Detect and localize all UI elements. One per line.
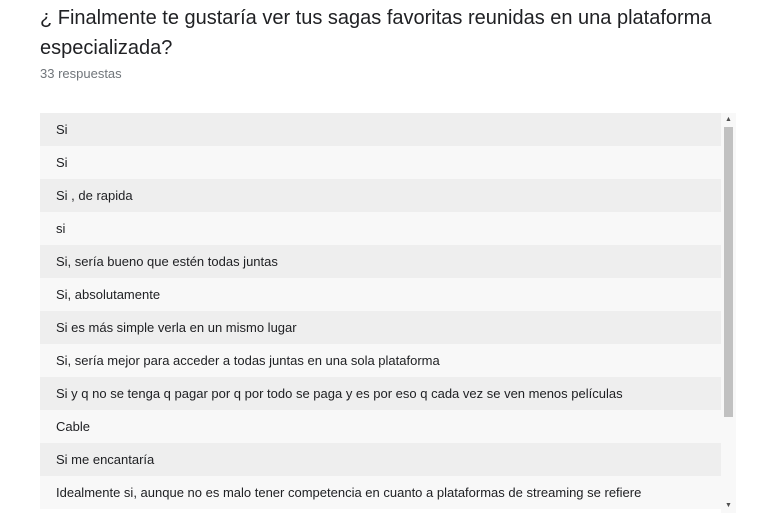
- response-item: Si: [40, 113, 721, 146]
- response-item: Idealmente si, aunque no es malo tener competencia en cuanto a plataformas de streaming se refiere: [40, 476, 721, 509]
- response-list: [40, 113, 721, 509]
- question-title: ¿ Finalmente te gustaría ver tus sagas favoritas reunidas en una plataforma especializada?: [40, 7, 712, 59]
- response-item: Si es más simple verla en un mismo lugar: [40, 311, 721, 344]
- response-item: si: [40, 212, 721, 245]
- response-item: Si: [40, 146, 721, 179]
- scroll-up-arrow-icon[interactable]: ▲: [725, 116, 732, 123]
- response-item: Si me encantaría: [40, 443, 721, 476]
- response-count: 33 respuestas: [40, 66, 122, 81]
- response-item: Si y q no se tenga q pagar por q por todo se paga y es por eso q cada vez se ven menos películas: [40, 377, 721, 410]
- response-item: Si, sería mejor para acceder a todas juntas en una sola plataforma: [40, 344, 721, 377]
- response-item: Cable: [40, 410, 721, 443]
- response-item: Si , de rapida: [40, 179, 721, 212]
- response-item: Si, sería bueno que estén todas juntas: [40, 245, 721, 278]
- response-item: Si, absolutamente: [40, 278, 721, 311]
- scrollbar[interactable]: [721, 113, 736, 513]
- scrollbar-thumb[interactable]: [724, 127, 733, 417]
- scroll-down-arrow-icon[interactable]: ▼: [725, 502, 732, 509]
- responses-panel[interactable]: [40, 113, 736, 513]
